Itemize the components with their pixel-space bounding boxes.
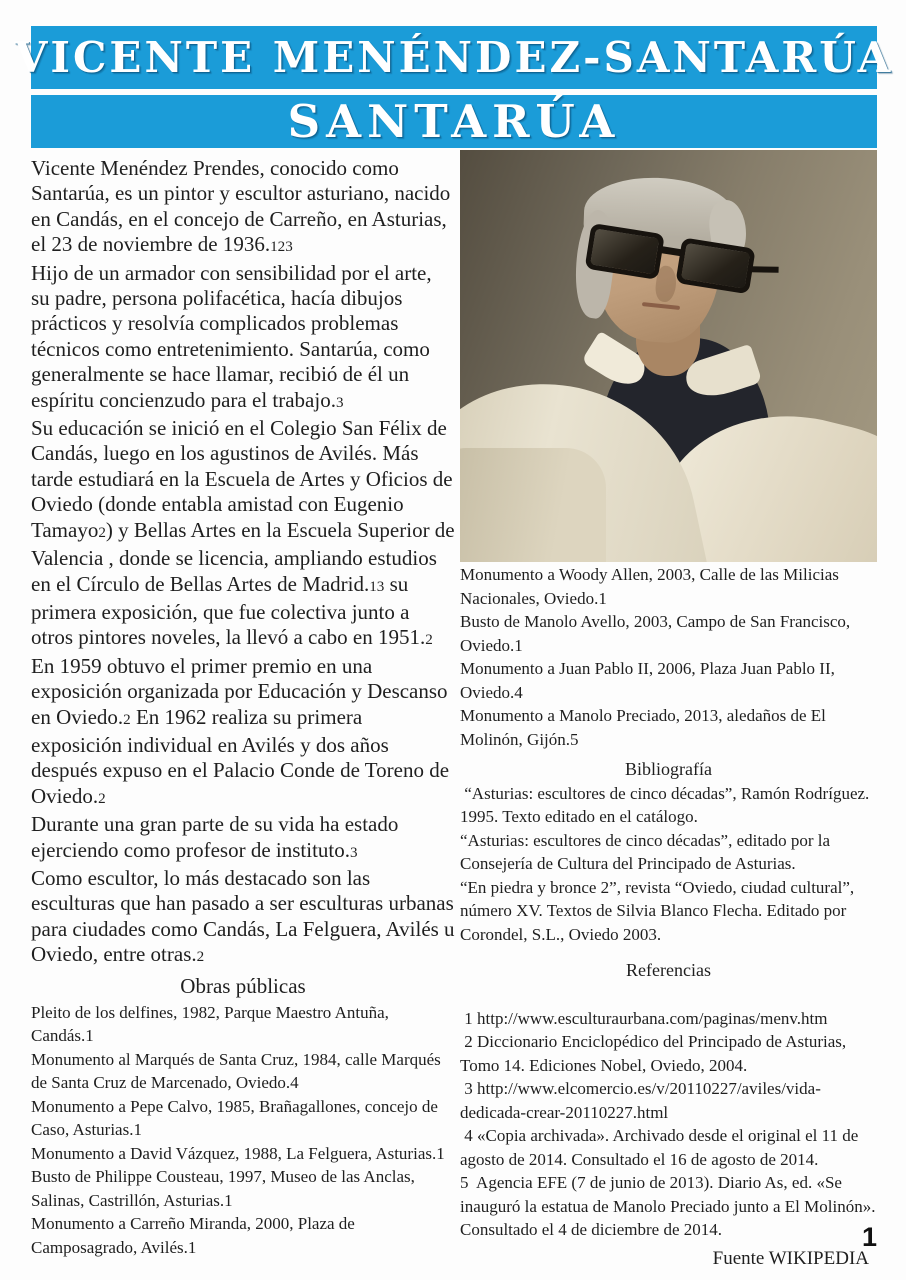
- photo-caption-work-item: Monumento a Manolo Preciado, 2013, aledaños de El Molinón, Gijón.5: [460, 706, 831, 749]
- reference-number: 2: [98, 790, 106, 807]
- reference-number: 2: [98, 524, 106, 541]
- bibliografia-list: [460, 782, 877, 947]
- reference-number: 2: [123, 711, 131, 728]
- biography-paragraph: Como escultor, lo más destacado son las esculturas que han pasado a ser esculturas urbanas para ciudades como Candás, La Felguera, Avilés u Oviedo, entre otras.2: [31, 865, 455, 967]
- biography-paragraph: Vicente Menéndez Prendes, conocido como Santarúa, es un pintor y escultor asturiano, nacido en Candás, en el concejo de Carreño, en Asturias, el 23 de noviembre de 1936.123: [31, 156, 451, 257]
- obra-publica-item: Busto de Philippe Cousteau, 1997, Museo de las Anclas, Salinas, Castrillón, Asturias.1: [31, 1167, 420, 1210]
- referencia-item: 3 http://www.elcomercio.es/v/20110227/aviles/vida-dedicada-crear-20110227.html: [460, 1079, 821, 1122]
- bibliografia-heading: Bibliografía: [625, 759, 712, 779]
- title-banner-top: [14, 26, 894, 89]
- reference-number: 3: [350, 844, 358, 861]
- page-number: 1: [862, 1222, 878, 1252]
- bibliografia-item: “Asturias: escultores de cinco décadas”, editado por la Consejería de Cultura del Principado de Asturias.: [460, 830, 835, 873]
- photo-caption-work-item: Monumento a Woody Allen, 2003, Calle de las Milicias Nacionales, Oviedo.1: [460, 565, 844, 608]
- obra-publica-item: Monumento a Carreño Miranda, 2000, Plaza de Camposagrado, Avilés.1: [31, 1214, 360, 1257]
- reference-number: 13: [369, 578, 385, 595]
- biography-paragraph: Su educación se inició en el Colegio San Félix de Candás, luego en los agustinos de Avilés. Más tarde estudiará en la Escuela de Artes y Oficios de Oviedo (donde entabla amistad con Eugenio Tamayo2) y Bellas Artes en la Escuela Superior de Valencia , donde se licencia, ampliando estudios en el Círculo de Bellas Artes de Madrid.13 su primera exposición, que fue colectiva junto a otros pintores noveles, la llevó a cabo en 1951.2 En 1959 obtuvo el primer premio en una exposición organizada por Educación y Descanso en Oviedo.2 En 1962 realiza su primera exposición individual en Avilés y dos años después expuso en el Palacio Conde de Toreno de Oviedo.2: [31, 416, 455, 808]
- obra-publica-item: Pleito de los delfines, 1982, Parque Maestro Antuña, Candás.1: [31, 1002, 394, 1046]
- photo-caption-works-list: [460, 563, 877, 751]
- obra-publica-item: Monumento a David Vázquez, 1988, La Felguera, Asturias.1: [31, 1143, 445, 1163]
- referencia-item: 1 http://www.esculturaurbana.com/paginas/menv.htm: [460, 1008, 828, 1028]
- reference-number: 3: [335, 394, 344, 411]
- referencia-item: 5 Agencia EFE (7 de junio de 2013). Diario As, ed. «Se inauguró la estatua de Manolo Preciado junto a El Molinón». Consultado el 4 de diciembre de 2014.: [460, 1173, 880, 1239]
- works-and-references-column: [460, 563, 880, 1271]
- title-banner-bottom: [31, 95, 877, 148]
- biography-paragraph: Hijo de un armador con sensibilidad por el arte, su padre, persona polifacética, hacía dibujos prácticos y resolvía complicados problemas técnicos como entretenimiento. Santarúa, como generalmente se hace llamar, recibió de él un espíritu concienzudo para el trabajo.3: [31, 260, 432, 412]
- portrait-photo: [460, 150, 877, 562]
- sunglasses-temple-arm: [751, 266, 779, 272]
- portrait-jacket-left-arm: [460, 448, 606, 562]
- photo-caption-work-item: Monumento a Juan Pablo II, 2006, Plaza Juan Pablo II, Oviedo.4: [460, 659, 840, 702]
- bibliografia-item: “En piedra y bronce 2”, revista “Oviedo, ciudad cultural”, número XV. Textos de Silvia Blanco Flecha. Editado por Corondel, S.L., Oviedo 2003.: [460, 877, 859, 944]
- obra-publica-item: Monumento al Marqués de Santa Cruz, 1984, calle Marqués de Santa Cruz de Marcenado, Oviedo.4: [31, 1049, 446, 1093]
- reference-number: 2: [196, 949, 205, 966]
- obra-publica-item: Monumento a Pepe Calvo, 1985, Brañagallones, concejo de Caso, Asturias.1: [31, 1096, 443, 1140]
- biography-column: [31, 156, 455, 1259]
- source-attribution: Fuente WIKIPEDIA: [712, 1247, 869, 1269]
- biography-paragraph: Durante una gran parte de su vida ha estado ejerciendo como profesor de instituto.3: [31, 812, 399, 862]
- page-title-line1: VICENTE MENÉNDEZ-SANTARÚA: [14, 33, 894, 82]
- page-title-line2: SANTARÚA: [287, 95, 621, 148]
- biography-paragraphs: [31, 156, 455, 971]
- bibliografia-item: “Asturias: escultores de cinco décadas”, Ramón Rodríguez. 1995. Texto editado en el catálogo.: [460, 783, 874, 826]
- referencias-list: [460, 1007, 880, 1242]
- reference-number: 123: [270, 239, 293, 256]
- reference-number: 2: [425, 632, 433, 649]
- photo-caption-work-item: Busto de Manolo Avello, 2003, Campo de San Francisco, Oviedo.1: [460, 612, 855, 655]
- obras-publicas-list: [31, 1001, 455, 1260]
- referencias-heading: Referencias: [626, 960, 711, 980]
- referencia-item: 4 «Copia archivada». Archivado desde el original el 11 de agosto de 2014. Consultado el 16 de agosto de 2014.: [460, 1126, 863, 1169]
- referencia-item: 2 Diccionario Enciclopédico del Principado de Asturias, Tomo 14. Ediciones Nobel, Oviedo, 2004.: [460, 1032, 851, 1075]
- obras-publicas-heading: Obras públicas: [180, 973, 306, 998]
